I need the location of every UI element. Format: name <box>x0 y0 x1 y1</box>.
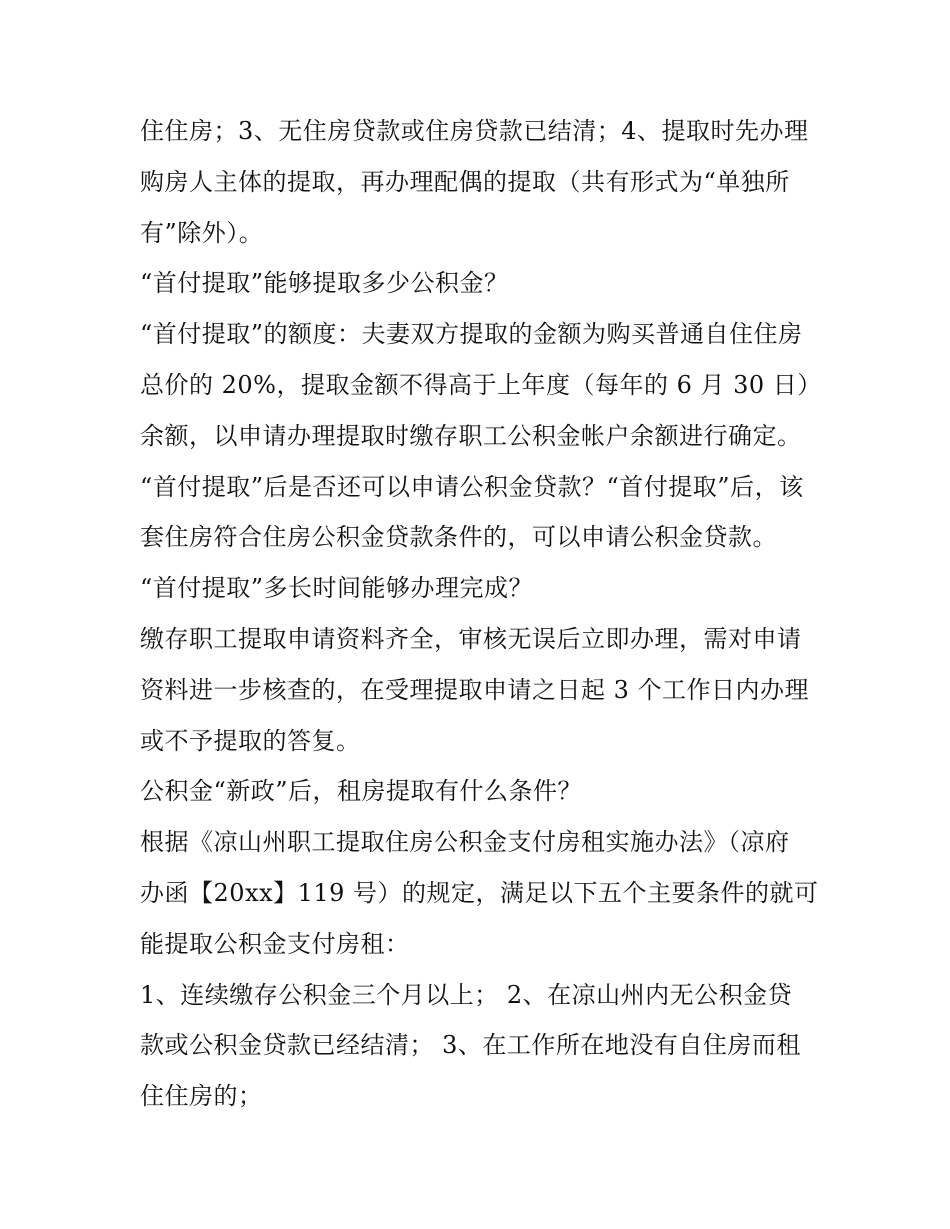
text-line: 余额，以申请办理提取时缴存职工公积金帐户余额进行确定。 <box>140 421 802 450</box>
document-body <box>140 106 820 1122</box>
text-line: 或不予提取的答复。 <box>140 726 361 755</box>
text-line: 根据《凉山州职工提取住房公积金支付房租实施办法》（凉府 <box>140 828 790 857</box>
text-line: “首付提取”的额度：夫妻双方提取的金额为购买普通自住住房 <box>140 320 803 349</box>
text-line: “首付提取”后是否还可以申请公积金贷款？“首付提取”后，该 <box>140 472 804 501</box>
question-heading: 公积金“新政”后，租房提取有什么条件？ <box>140 777 583 806</box>
text-line: 办函【20xx】119 号）的规定，满足以下五个主要条件的就可 <box>140 878 819 907</box>
text-line: 资料进一步核查的，在受理提取申请之日起 3 个工作日内办理 <box>140 675 810 704</box>
text-line: 有”除外）。 <box>140 218 264 247</box>
text-line: 能提取公积金支付房租： <box>140 929 410 958</box>
question-heading: “首付提取”能够提取多少公积金？ <box>140 269 509 298</box>
question-heading: “首付提取”多长时间能够办理完成？ <box>140 574 534 603</box>
text-line: 缴存职工提取申请资料齐全，审核无误后立即办理，需对申请 <box>140 624 802 653</box>
text-line: 套住房符合住房公积金贷款条件的，可以申请公积金贷款。 <box>140 523 777 552</box>
text-line: 住住房；3、无住房贷款或住房贷款已结清；4、提取时先办理 <box>140 117 809 145</box>
text-line: 款或公积金贷款已经结清； 3、在工作所在地没有自住房而租 <box>140 1031 801 1060</box>
text-line: 购房人主体的提取，再办理配偶的提取（共有形式为“单独所 <box>140 167 790 196</box>
text-line: 1、连续缴存公积金三个月以上； 2、在凉山州内无公积金贷 <box>140 980 793 1009</box>
text-line: 总价的 20%，提取金额不得高于上年度（每年的 6 月 30 日） <box>140 370 822 399</box>
text-line: 住住房的； <box>140 1082 263 1111</box>
